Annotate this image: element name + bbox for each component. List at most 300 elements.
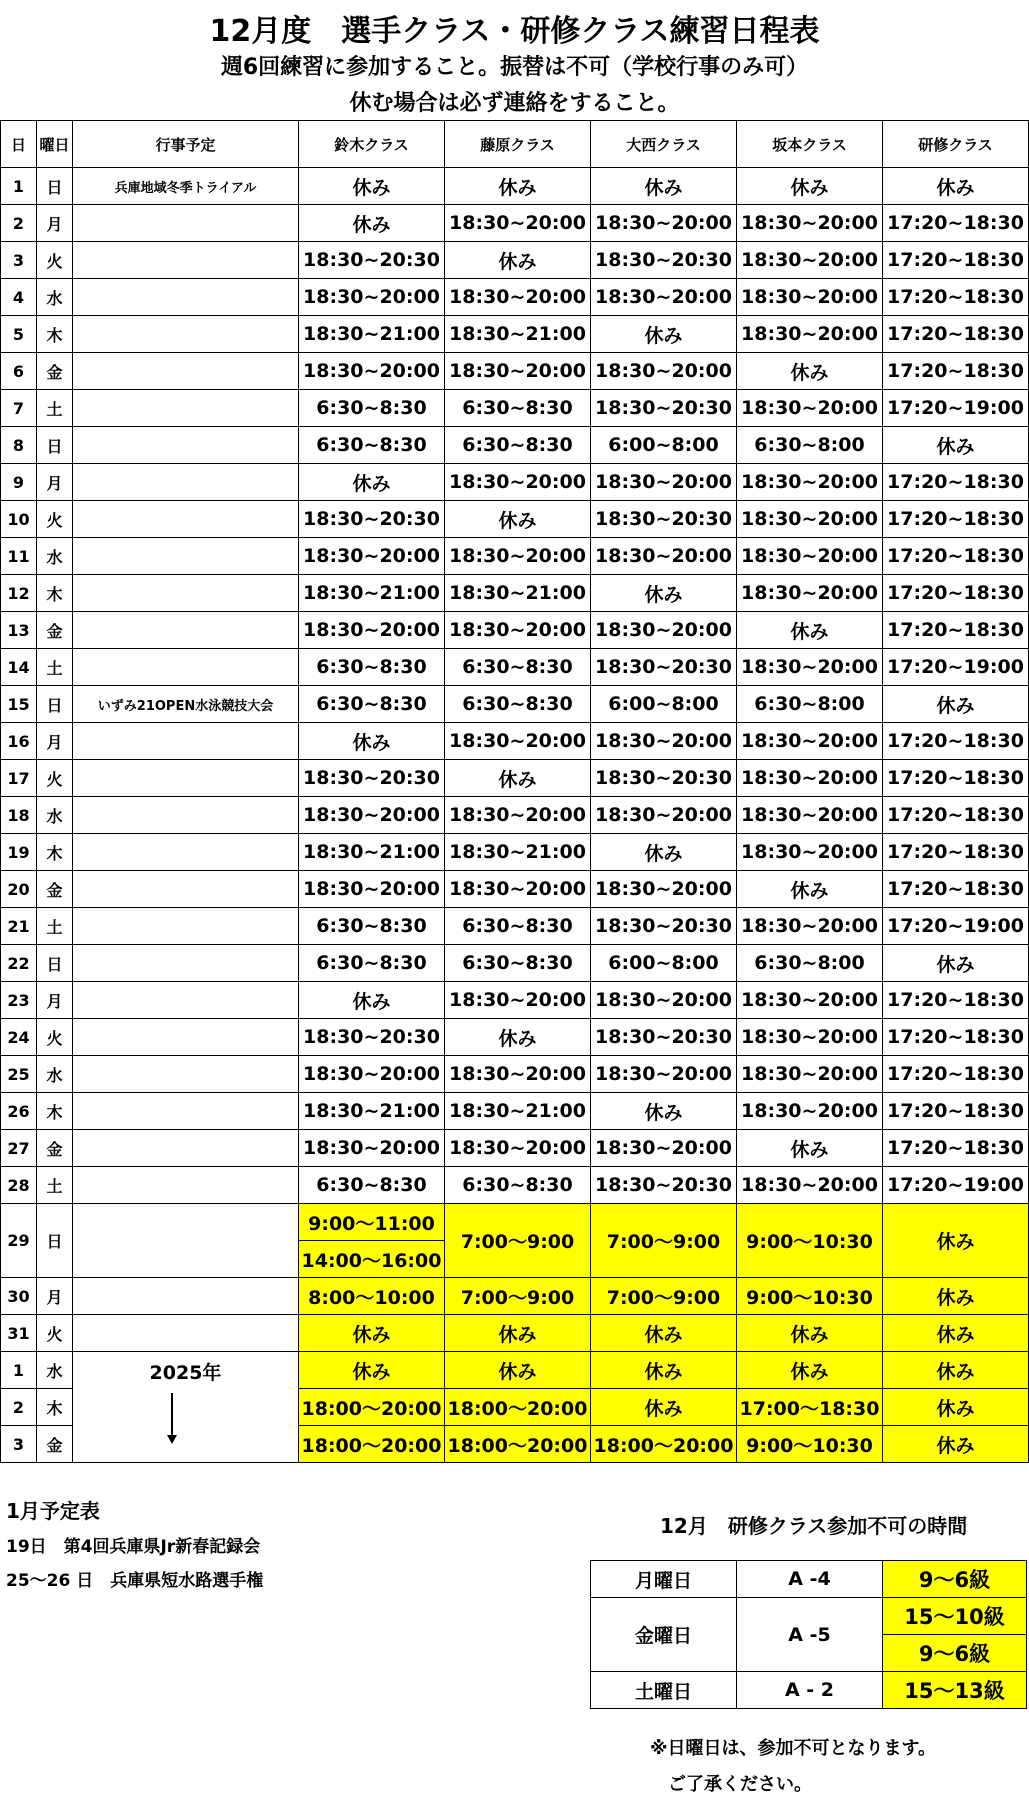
table-header-row [1,121,1029,168]
weekday-cell: 水 [37,279,73,316]
sakamoto-cell: 18:30~20:00 [737,242,883,279]
event-cell: 兵庫地域冬季トライアル [73,168,299,205]
onishi-cell: 18:30~20:30 [591,501,737,538]
kenshu-cell: 休み [883,168,1029,205]
kenshu-cell: 17:20~18:30 [883,982,1029,1019]
onishi-cell: 18:30~20:00 [591,464,737,501]
onishi-cell: 18:30~20:00 [591,871,737,908]
lane-cell: A - 2 [737,1672,883,1709]
onishi-cell: 18:30~20:00 [591,723,737,760]
event-cell [73,501,299,538]
event-cell [73,1315,299,1352]
event-cell [73,945,299,982]
header-onishi: 大西クラス [591,121,737,168]
suzuki-cell: 14:00～16:00 [299,1241,445,1278]
january-item: 19日 第4回兵庫県Jr新春記録会 [6,1537,261,1557]
weekday-cell: 月 [37,464,73,501]
january-item: 25～26 日 兵庫県短水路選手権 [6,1571,264,1591]
onishi-cell: 休み [591,1389,737,1426]
fujiwara-cell: 6:30~8:30 [445,686,591,723]
fujiwara-cell: 6:30~8:30 [445,945,591,982]
table-row [591,1561,1027,1598]
table-row [1,760,1029,797]
weekday-cell: 日 [37,1204,73,1278]
onishi-cell: 休み [591,168,737,205]
fujiwara-cell: 休み [445,242,591,279]
header-sakamoto: 坂本クラス [737,121,883,168]
header-kenshu: 研修クラス [883,121,1029,168]
header-fujiwara: 藤原クラス [445,121,591,168]
sakamoto-cell: 休み [737,168,883,205]
sakamoto-cell: 18:30~20:00 [737,538,883,575]
event-cell [73,464,299,501]
sakamoto-cell: 6:30~8:00 [737,945,883,982]
weekday-cell: 木 [37,1389,73,1426]
weekday-cell: 水 [37,1352,73,1389]
table-row [1,612,1029,649]
table-row [1,501,1029,538]
sakamoto-cell: 18:30~20:00 [737,797,883,834]
onishi-cell: 18:30~20:00 [591,982,737,1019]
fujiwara-cell: 7:00～9:00 [445,1278,591,1315]
table-row [1,723,1029,760]
onishi-cell: 休み [591,575,737,612]
suzuki-cell: 休み [299,205,445,242]
weekday-cell: 日 [37,686,73,723]
fujiwara-cell: 6:30~8:30 [445,1167,591,1204]
suzuki-cell: 18:30~20:00 [299,797,445,834]
day-cell: 6 [1,353,37,390]
suzuki-cell: 6:30~8:30 [299,390,445,427]
table-row [1,575,1029,612]
suzuki-cell: 6:30~8:30 [299,908,445,945]
table-row [1,242,1029,279]
sakamoto-cell: 休み [737,871,883,908]
weekday-cell: 月 [37,205,73,242]
suzuki-cell: 6:30~8:30 [299,427,445,464]
event-cell [73,205,299,242]
weekday-cell: 月曜日 [591,1561,737,1598]
day-cell: 16 [1,723,37,760]
sakamoto-cell: 休み [737,612,883,649]
fujiwara-cell: 18:30~20:00 [445,871,591,908]
suzuki-cell: 9:00～11:00 [299,1204,445,1241]
weekday-cell: 金 [37,1426,73,1463]
fujiwara-cell: 18:30~20:00 [445,279,591,316]
suzuki-cell: 18:30~21:00 [299,1093,445,1130]
day-cell: 22 [1,945,37,982]
fujiwara-cell: 休み [445,1315,591,1352]
table-row [1,1167,1029,1204]
kenshu-cell: 17:20~18:30 [883,1019,1029,1056]
kenshu-cell: 17:20~18:30 [883,760,1029,797]
lane-cell: A -5 [737,1598,883,1672]
day-cell: 4 [1,279,37,316]
suzuki-cell: 18:30~20:00 [299,1056,445,1093]
sakamoto-cell: 18:30~20:00 [737,1167,883,1204]
onishi-cell: 休み [591,316,737,353]
weekday-cell: 金 [37,1130,73,1167]
kenshu-cell: 17:20~18:30 [883,353,1029,390]
sakamoto-cell: 9:00～10:30 [737,1204,883,1278]
kenshu-cell: 休み [883,1389,1029,1426]
weekday-cell: 火 [37,1315,73,1352]
suzuki-cell: 休み [299,1352,445,1389]
sakamoto-cell: 18:30~20:00 [737,501,883,538]
onishi-cell: 18:00～20:00 [591,1426,737,1463]
suzuki-cell: 休み [299,1315,445,1352]
kenshu-cell: 17:20~18:30 [883,834,1029,871]
kenshu-cell: 17:20~18:30 [883,1056,1029,1093]
weekday-cell: 火 [37,501,73,538]
table-row [1,1093,1029,1130]
suzuki-cell: 6:30~8:30 [299,649,445,686]
level-cell: 9～6級 [883,1635,1027,1672]
kenshu-unavailable-title: 12月 研修クラス参加不可の時間 [660,1514,968,1538]
event-cell [73,1130,299,1167]
weekday-cell: 土曜日 [591,1672,737,1709]
kenshu-cell: 17:20~18:30 [883,538,1029,575]
fujiwara-cell: 18:30~20:00 [445,723,591,760]
event-cell [73,1278,299,1315]
weekday-cell: 火 [37,242,73,279]
weekday-cell: 金 [37,871,73,908]
sakamoto-cell: 休み [737,353,883,390]
suzuki-cell: 18:30~20:30 [299,501,445,538]
fujiwara-cell: 7:00～9:00 [445,1204,591,1278]
onishi-cell: 18:30~20:00 [591,1056,737,1093]
event-cell [73,649,299,686]
day-cell: 21 [1,908,37,945]
lane-cell: A -4 [737,1561,883,1598]
day-cell: 2 [1,1389,37,1426]
fujiwara-cell: 18:30~20:00 [445,1056,591,1093]
fujiwara-cell: 休み [445,1019,591,1056]
sakamoto-cell: 18:30~20:00 [737,279,883,316]
table-row [591,1672,1027,1709]
weekday-cell: 土 [37,1167,73,1204]
onishi-cell: 6:00~8:00 [591,686,737,723]
event-cell [73,390,299,427]
suzuki-cell: 休み [299,168,445,205]
event-cell [73,834,299,871]
onishi-cell: 18:30~20:00 [591,353,737,390]
table-row [1,797,1029,834]
weekday-cell: 金 [37,353,73,390]
suzuki-cell: 18:30~21:00 [299,834,445,871]
kenshu-cell: 休み [883,945,1029,982]
weekday-cell: 木 [37,575,73,612]
sakamoto-cell: 18:30~20:00 [737,464,883,501]
event-cell [73,1056,299,1093]
kenshu-cell: 休み [883,1278,1029,1315]
event-cell [73,612,299,649]
kenshu-cell: 17:20~19:00 [883,649,1029,686]
day-cell: 14 [1,649,37,686]
down-arrow-icon [167,1435,177,1444]
fujiwara-cell: 18:00～20:00 [445,1389,591,1426]
fujiwara-cell: 18:30~21:00 [445,834,591,871]
year-cell [73,1352,299,1463]
weekday-cell: 火 [37,1019,73,1056]
schedule-table [0,120,1029,1463]
event-cell [73,908,299,945]
event-cell [73,982,299,1019]
sakamoto-cell: 18:30~20:00 [737,205,883,242]
kenshu-cell: 休み [883,686,1029,723]
table-row [1,1315,1029,1352]
weekday-cell: 水 [37,797,73,834]
day-cell: 23 [1,982,37,1019]
kenshu-cell: 17:20~18:30 [883,1093,1029,1130]
onishi-cell: 18:30~20:00 [591,205,737,242]
day-cell: 24 [1,1019,37,1056]
sunday-note: ※日曜日は、参加不可となります。 [650,1738,937,1759]
table-row [1,982,1029,1019]
onishi-cell: 18:30~20:00 [591,279,737,316]
sakamoto-cell: 18:30~20:00 [737,1093,883,1130]
sakamoto-cell: 18:30~20:00 [737,834,883,871]
table-row [1,205,1029,242]
fujiwara-cell: 18:30~20:00 [445,797,591,834]
table-row [1,686,1029,723]
weekday-cell: 土 [37,390,73,427]
weekday-cell: 日 [37,945,73,982]
kenshu-cell: 17:20~19:00 [883,908,1029,945]
kenshu-cell: 17:20~18:30 [883,279,1029,316]
event-cell [73,575,299,612]
onishi-cell: 18:30~20:00 [591,1130,737,1167]
onishi-cell: 18:30~20:00 [591,612,737,649]
suzuki-cell: 8:00～10:00 [299,1278,445,1315]
suzuki-cell: 6:30~8:30 [299,686,445,723]
weekday-cell: 木 [37,316,73,353]
day-cell: 9 [1,464,37,501]
day-cell: 13 [1,612,37,649]
day-cell: 27 [1,1130,37,1167]
event-cell [73,1019,299,1056]
fujiwara-cell: 18:30~21:00 [445,1093,591,1130]
event-cell [73,427,299,464]
day-cell: 7 [1,390,37,427]
weekday-cell: 日 [37,168,73,205]
table-row [1,649,1029,686]
sakamoto-cell: 18:30~20:00 [737,316,883,353]
day-cell: 1 [1,1352,37,1389]
table-row [1,1056,1029,1093]
fujiwara-cell: 6:30~8:30 [445,908,591,945]
weekday-cell: 水 [37,538,73,575]
day-cell: 8 [1,427,37,464]
fujiwara-cell: 休み [445,501,591,538]
event-cell [73,760,299,797]
day-cell: 26 [1,1093,37,1130]
day-cell: 30 [1,1278,37,1315]
onishi-cell: 18:30~20:30 [591,760,737,797]
subtitle-notice: 休む場合は必ず連絡をすること。 [349,91,680,116]
day-cell: 11 [1,538,37,575]
kenshu-cell: 休み [883,1315,1029,1352]
kenshu-cell: 17:20~19:00 [883,390,1029,427]
table-row [1,390,1029,427]
onishi-cell: 18:30~20:30 [591,1167,737,1204]
kenshu-cell: 17:20~18:30 [883,797,1029,834]
day-cell: 3 [1,1426,37,1463]
weekday-cell: 日 [37,427,73,464]
sakamoto-cell: 18:30~20:00 [737,390,883,427]
table-row [1,945,1029,982]
fujiwara-cell: 休み [445,168,591,205]
sakamoto-cell: 9:00～10:30 [737,1278,883,1315]
event-cell [73,538,299,575]
onishi-cell: 休み [591,834,737,871]
day-cell: 20 [1,871,37,908]
level-cell: 15～13級 [883,1672,1027,1709]
fujiwara-cell: 18:30~20:00 [445,982,591,1019]
fujiwara-cell: 18:30~20:00 [445,205,591,242]
kenshu-unavailable-table [590,1560,1027,1709]
kenshu-cell: 17:20~18:30 [883,464,1029,501]
kenshu-cell: 17:20~18:30 [883,723,1029,760]
event-cell [73,353,299,390]
year-label: 2025年 [149,1362,222,1384]
fujiwara-cell: 18:30~21:00 [445,575,591,612]
event-cell [73,723,299,760]
kenshu-cell: 17:20~19:00 [883,1167,1029,1204]
sakamoto-cell: 18:30~20:00 [737,575,883,612]
fujiwara-cell: 18:30~20:00 [445,464,591,501]
suzuki-cell: 休み [299,982,445,1019]
kenshu-cell: 17:20~18:30 [883,316,1029,353]
event-cell [73,279,299,316]
down-arrow-line [171,1393,173,1435]
table-row [1,464,1029,501]
weekday-cell: 土 [37,908,73,945]
header-weekday: 曜日 [37,121,73,168]
weekday-cell: 水 [37,1056,73,1093]
onishi-cell: 7:00～9:00 [591,1278,737,1315]
onishi-cell: 7:00～9:00 [591,1204,737,1278]
day-cell: 28 [1,1167,37,1204]
suzuki-cell: 6:30~8:30 [299,945,445,982]
day-cell: 2 [1,205,37,242]
level-cell: 15～10級 [883,1598,1027,1635]
table-row [1,834,1029,871]
day-cell: 3 [1,242,37,279]
sakamoto-cell: 18:30~20:00 [737,1056,883,1093]
weekday-cell: 月 [37,723,73,760]
sakamoto-cell: 休み [737,1130,883,1167]
suzuki-cell: 18:30~21:00 [299,316,445,353]
table-row [1,908,1029,945]
fujiwara-cell: 18:30~20:00 [445,612,591,649]
onishi-cell: 休み [591,1352,737,1389]
january-title: 1月予定表 [6,1499,100,1523]
sakamoto-cell: 6:30~8:00 [737,427,883,464]
table-row [1,427,1029,464]
onishi-cell: 18:30~20:30 [591,649,737,686]
sakamoto-cell: 18:30~20:00 [737,723,883,760]
day-cell: 31 [1,1315,37,1352]
suzuki-cell: 18:30~20:30 [299,242,445,279]
acknowledge-note: ご了承ください。 [668,1774,812,1795]
sakamoto-cell: 休み [737,1352,883,1389]
suzuki-cell: 18:30~20:00 [299,279,445,316]
day-cell: 25 [1,1056,37,1093]
suzuki-cell: 休み [299,464,445,501]
page-title: 12月度 選手クラス・研修クラス練習日程表 [209,14,820,49]
sakamoto-cell: 18:30~20:00 [737,649,883,686]
weekday-cell: 金曜日 [591,1598,737,1672]
fujiwara-cell: 18:30~20:00 [445,353,591,390]
weekday-cell: 月 [37,982,73,1019]
kenshu-cell: 休み [883,1352,1029,1389]
suzuki-cell: 18:30~21:00 [299,575,445,612]
weekday-cell: 火 [37,760,73,797]
fujiwara-cell: 休み [445,760,591,797]
day-cell: 15 [1,686,37,723]
day-cell: 1 [1,168,37,205]
weekday-cell: 金 [37,612,73,649]
onishi-cell: 6:00~8:00 [591,427,737,464]
onishi-cell: 6:00~8:00 [591,945,737,982]
day-cell: 5 [1,316,37,353]
event-cell: いずみ21OPEN水泳競技大会 [73,686,299,723]
day-cell: 12 [1,575,37,612]
weekday-cell: 土 [37,649,73,686]
header-event: 行事予定 [73,121,299,168]
kenshu-cell: 17:20~18:30 [883,501,1029,538]
suzuki-cell: 18:30~20:00 [299,353,445,390]
kenshu-cell: 17:20~18:30 [883,242,1029,279]
fujiwara-cell: 6:30~8:30 [445,649,591,686]
kenshu-cell: 17:20~18:30 [883,205,1029,242]
weekday-cell: 月 [37,1278,73,1315]
table-row [1,871,1029,908]
onishi-cell: 18:30~20:00 [591,797,737,834]
fujiwara-cell: 休み [445,1352,591,1389]
onishi-cell: 18:30~20:00 [591,538,737,575]
suzuki-cell: 6:30~8:30 [299,1167,445,1204]
suzuki-cell: 18:00～20:00 [299,1389,445,1426]
fujiwara-cell: 6:30~8:30 [445,427,591,464]
kenshu-cell: 休み [883,1426,1029,1463]
onishi-cell: 18:30~20:30 [591,242,737,279]
suzuki-cell: 18:30~20:30 [299,760,445,797]
table-row [1,1352,1029,1389]
sakamoto-cell: 18:30~20:00 [737,982,883,1019]
sakamoto-cell: 休み [737,1315,883,1352]
table-row [591,1598,1027,1635]
kenshu-cell: 休み [883,427,1029,464]
onishi-cell: 18:30~20:30 [591,1019,737,1056]
suzuki-cell: 18:00～20:00 [299,1426,445,1463]
suzuki-cell: 18:30~20:30 [299,1019,445,1056]
table-row [1,1130,1029,1167]
event-cell [73,316,299,353]
suzuki-cell: 18:30~20:00 [299,612,445,649]
event-cell [73,797,299,834]
event-cell [73,242,299,279]
suzuki-cell: 18:30~20:00 [299,871,445,908]
day-cell: 10 [1,501,37,538]
sakamoto-cell: 17:00～18:30 [737,1389,883,1426]
weekday-cell: 木 [37,834,73,871]
header-day: 日 [1,121,37,168]
header-suzuki: 鈴木クラス [299,121,445,168]
onishi-cell: 休み [591,1093,737,1130]
kenshu-cell: 休み [883,1204,1029,1278]
